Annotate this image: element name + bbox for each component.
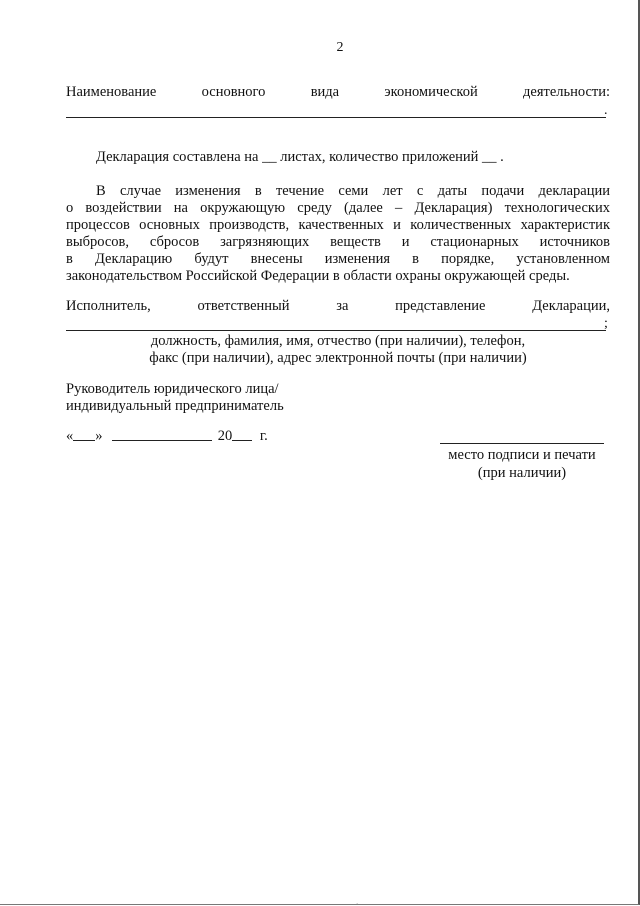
page-number: 2 [336,40,344,55]
signature-caption-line-2: (при наличии) [477,465,567,481]
executor-label-line [66,298,610,314]
date-month-blank[interactable] [112,428,212,441]
executor-caption-line-1: должность, фамилия, имя, отчество (при наличии), телефон, [150,333,526,349]
executor-caption-line-2: факс (при наличии), адрес электронной почты (при наличии) [149,350,527,366]
activity-blank-end: . [604,103,608,118]
executor-word-3: за [336,298,349,314]
signature-caption-line-1: место подписи и печати [448,447,596,463]
executor-blank-line[interactable] [66,330,606,331]
change-paragraph-line-3: процессов основных производств, качественных и количественных характеристик [66,217,610,233]
activity-word-3: вида [310,84,340,100]
executor-word-2: ответственный [197,298,290,314]
executor-word-1: Исполнитель, [66,298,151,314]
date-year-blank[interactable] [232,428,252,441]
change-paragraph-line-2: о воздействии на окружающую среду (далее – Декларация) технологических [66,200,610,216]
activity-blank-line[interactable] [66,117,606,118]
head-title-line-1: Руководитель юридического лица/ [66,381,279,397]
signature-line[interactable] [440,443,604,444]
date-year-prefix: 20 [217,428,233,444]
activity-word-1: Наименование [66,84,157,100]
signature-caption [430,446,614,482]
date-line [66,428,268,445]
executor-blank-end: ; [604,316,608,331]
date-year-suffix: г. [259,428,268,444]
activity-word-2: основного [201,84,266,100]
sheets-count-line: Декларация составлена на __ листах, количество приложений __ . [96,149,504,165]
activity-word-4: экономической [384,84,478,100]
change-paragraph-line-1: В случае изменения в течение семи лет с даты подачи декларации [96,183,610,199]
change-paragraph-line-6: законодательством Российской Федерации в области охраны окружающей среды. [66,268,570,284]
activity-word-5: деятельности: [523,84,611,100]
change-paragraph-line-4: выбросов, сбросов загрязняющих веществ и стационарных источников [66,234,610,250]
date-close-quote: » [95,428,103,444]
change-paragraph-line-5: в Декларацию будут внесены изменения в порядке, установленном [66,251,610,267]
date-day-blank[interactable] [73,428,95,441]
executor-word-5: Декларации, [532,298,611,314]
date-open-quote: « [66,428,74,444]
executor-word-4: представление [395,298,486,314]
head-title-line-2: индивидуальный предприниматель [66,398,284,414]
activity-label-line [66,84,610,100]
scan-speck-mark: ˎ [356,895,359,905]
